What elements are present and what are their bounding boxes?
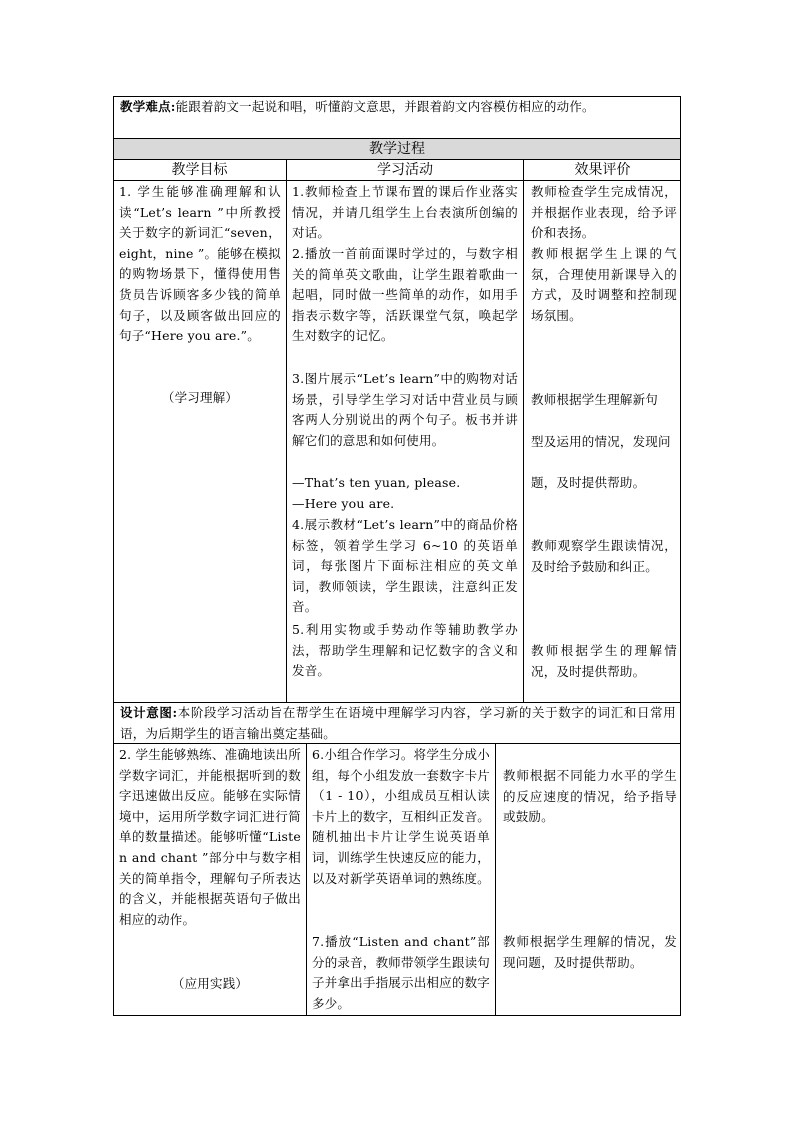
activity-7: 7.播放“Listen and chant”部分的录音，教师带领学生跟读句子并拿出手指展示出相应的数字多少。 xyxy=(312,934,490,1011)
goal-1-tag: （学习理解） xyxy=(161,390,239,405)
process-title: 教学过程 xyxy=(369,141,425,157)
evaluation-5: 教师根据学生的理解情况，及时提供帮助。 xyxy=(531,643,677,679)
difficulty-label: 教学难点: xyxy=(120,99,176,114)
goal-1: 1. 学生能够准确理解和认读“Let’s learn ”中所教授关于数字的新词汇“seven，eight，nine ”。能够在模拟的购物场景下，懂得使用售货员告诉顾客多少钱的简单句子，以及顾客做出回应的句子“Here you are.”。 xyxy=(119,184,281,344)
column-header-activity: 学习活动 xyxy=(377,162,433,178)
intent-text: 本阶段学习活动旨在帮学生在语境中理解学习内容，学习新的关于数字的词汇和日常用语，为后期学生的语言输出奠定基础。 xyxy=(120,705,676,741)
divider xyxy=(113,159,681,160)
divider xyxy=(113,743,681,744)
column-header-evaluation: 效果评价 xyxy=(574,162,631,178)
evaluation-4: 教师观察学生跟读情况，及时给予鼓励和纠正。 xyxy=(531,538,677,574)
activity-3-line-2: —Here you are. xyxy=(292,496,395,511)
evaluation-3-line-1: 教师根据学生理解新句 xyxy=(531,392,659,407)
intent-label: 设计意图: xyxy=(120,705,178,720)
column-divider xyxy=(523,159,524,702)
column-divider xyxy=(306,743,307,1016)
divider xyxy=(113,180,681,181)
activity-5: 5.利用实物或手势动作等辅助教学办法，帮助学生理解和记忆数字的含义和发音。 xyxy=(292,622,518,679)
difficulty-text: 能跟着韵文一起说和唱，听懂韵文意思，并跟着韵文内容模仿相应的动作。 xyxy=(175,99,595,114)
column-divider xyxy=(286,159,287,702)
column-header-goal: 教学目标 xyxy=(171,162,228,178)
goal-2-tag: （应用实践） xyxy=(171,976,249,991)
goal-2: 2. 学生能够熟练、准确地读出所学数字词汇，并能根据听到的数字迅速做出反应。能够在实际情境中，运用所学数字词汇进行简单的数量描述。能够听懂“Listen and chant ”部分中与数字相关的简单指令，理解句子所表达的含义，并能根据英语句子做出相应的动作。 xyxy=(119,747,301,927)
activity-3-line-1: —That’s ten yuan, please. xyxy=(292,475,461,490)
evaluation-1: 教师检查学生完成情况，并根据作业表现，给予评价和表扬。 xyxy=(531,184,677,241)
activity-2: 2.播放一首前面课时学过的，与数字相关的简单英文歌曲，让学生跟着歌曲一起唱，同时做一些简单的动作，如用手指表示数字等，活跃课堂气氛，唤起学生对数字的记忆。 xyxy=(292,246,518,344)
evaluation-6: 教师根据不同能力水平的学生的反应速度的情况，给予指导或鼓励。 xyxy=(503,768,677,825)
activity-3: 3.图片展示“Let’s learn”中的购物对话场景，引导学生学习对话中营业员与顾客两人分别说出的两个句子。板书并讲解它们的意思和如何使用。 xyxy=(292,371,518,448)
activity-4: 4.展示教材“Let’s learn”中的商品价格标签，领着学生学习 6~10 的英语单词，每张图片下面标注相应的英文单词，教师领读，学生跟读，注意纠正发音。 xyxy=(292,517,518,615)
intent-row xyxy=(120,703,676,744)
activity-1: 1.教师检查上节课布置的课后作业落实情况，并请几组学生上台表演所创编的对话。 xyxy=(292,184,518,241)
difficulty-row xyxy=(120,97,676,118)
activity-6: 6.小组合作学习。将学生分成小组，每个小组发放一套数字卡片（1 - 10），小组成员互相认读卡片上的数字，互相纠正发音。随机抽出卡片让学生说英语单词，训练学生快速反应的能力，以及对新学英语单词的熟练度。 xyxy=(312,747,490,886)
evaluation-3-line-2: 型及运用的情况，发现问 xyxy=(531,434,671,449)
column-divider xyxy=(495,743,496,1016)
evaluation-3-line-3: 题，及时提供帮助。 xyxy=(531,475,646,490)
evaluation-2: 教师根据学生上课的气氛，合理使用新课导入的方式，及时调整和控制现场氛围。 xyxy=(531,246,677,323)
evaluation-7: 教师根据学生理解的情况，发现问题，及时提供帮助。 xyxy=(503,934,677,970)
